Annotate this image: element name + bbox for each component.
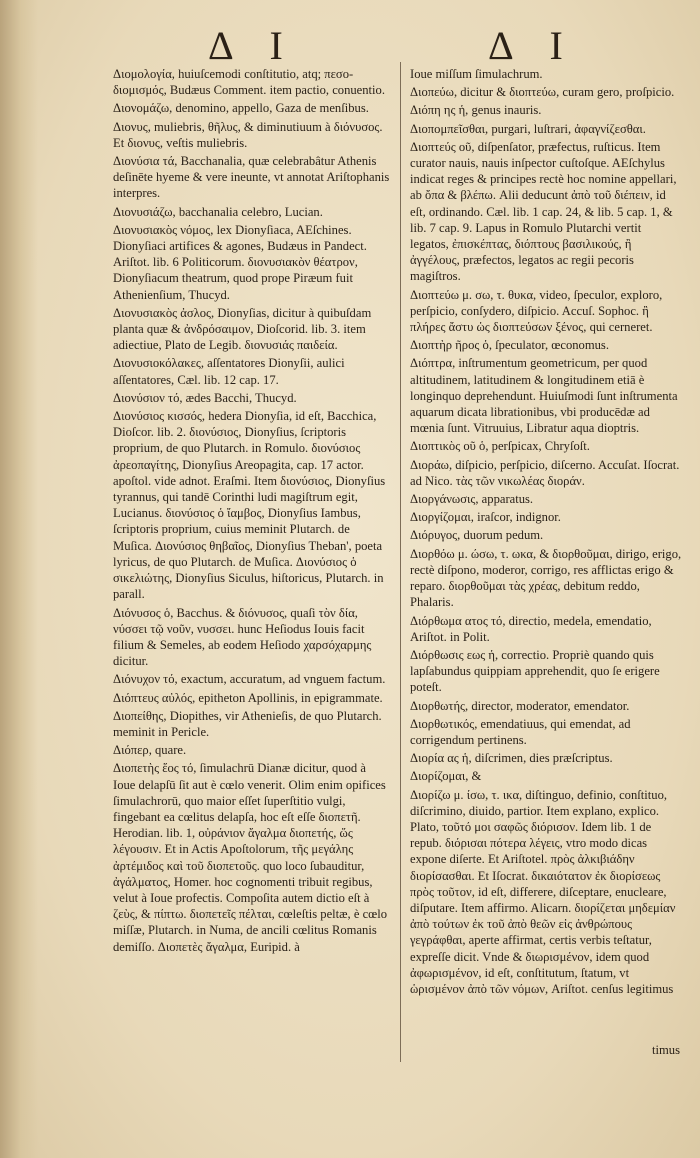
- dictionary-entry: Διόρθωμα ατος τό, directio, medela, emendatio, Ariſtot. in Polit.: [410, 613, 652, 644]
- right-column-running-head: Δ I: [488, 23, 577, 68]
- left-column-running-head: Δ I: [208, 23, 297, 68]
- dictionary-entry: Διοπτὴρ ῆρος ὁ, ſpeculator, œconomus.: [410, 338, 609, 353]
- dictionary-entry: Διοργίζομαι, iraſcor, indignor.: [410, 510, 561, 525]
- dictionary-entry: Διόπτευς αὐλός, epitheton Apollinis, in epigrammate.: [113, 690, 383, 705]
- dictionary-entry: Διοπεύω, dicitur & διοπτεύω, curam gero, proſpicio.: [410, 85, 675, 100]
- dictionary-entry: Διονυσιοκόλακες, aſſentatores Dionyſii, aulici aſſentatores, Cæl. lib. 12 cap. 17.: [113, 356, 345, 387]
- dictionary-entry: Διονύσιος κισσός, hedera Dionyſia, id eſt, Bacchica, Dioſcor. lib. 2. διονύσιος, Dionyſius, ſcriptoris proprium, de quo Plutarch. in Romulo. διονύσιος ἀρεοπαγίτης, Dionyſius Areopagita, cap. 17 actor. apoſtol. vide adnot. Eraſmi. Item διονύσιος, Dionyſius tyrannus, qui tandē Corinthi ludi magiſtrum egit, Lucianus. διονύσιος ὁ ἴαμβος, Dionyſius Iambus, ſcriptoris proprium, cuius meminit Plutarch. de Muſica. Διονύσιος θηβαῖος, Dionyſius Theban', poeta lyricus, de quo Plutarch. de Muſica. Διονύσιος ὁ σικελιώτης, Dionyſius Siculus, hiſtoricus, Plutarch. in parall.: [113, 409, 386, 602]
- dictionary-entry: Διορίζομαι, &: [410, 769, 482, 784]
- catchword: timus: [652, 1043, 680, 1057]
- right-column: [410, 66, 682, 999]
- dictionary-entry: Διορία ας ἡ, diſcrimen, dies præſcriptus.: [410, 751, 613, 766]
- dictionary-entry: Διοπετὴς ἕος τό, ſimulachrū Dianæ dicitur, quod à Ioue delapſū ſit aut è cœlo venerit. Olim enim opifices ſimulachrorū, quo maior eſſet ſuperſtitio vulgi, fingebant ea cœlitus delapſa, hoc eſt eſſe διοπετῆ. Herodian. lib. 1, οὐράνιον ἄγαλμα διοπετής, ὥς λέγουσιν. Et in Actis Apoſtolorum, τῆς μεγάλης ἀρτέμιδος καὶ τοῦ διοπετοῦς. quo loco ſubauditur, ἀγάλματος, Homer. hoc cognomenti tribuit regibus, velut à Ioue profectis. Compoſita autem dictio eſt à ζεὺς, & πίπτω. διοπετεῖς πέλται, cœleſtis peltæ, è cœlo miſſæ, Plutarch. in Numa, de ancili cœlitus Romanis demiſſo. Διοπετὲς ἄγαλμα, Euripid. à: [113, 761, 388, 954]
- dictionary-entry: Διορθόω μ. ώσω, τ. ωκα, & διορθοῦμαι, dirigo, erigo, rectè diſpono, moderor, corrigo, res afflictas erigo & reparo. διορθοῦμαι τὰς χρέας, debitum reddo, Phalaris.: [410, 546, 682, 610]
- dictionary-entry: Διόπη ης ἡ, genus inauris.: [410, 103, 542, 118]
- dictionary-entry: Διονύσιον τό, ædes Bacchi, Thucyd.: [113, 390, 297, 405]
- dictionary-entry: Διομολογία, huiuſcemodi conſtitutio, atq; πεσο-διομισμός, Budæus Comment. item pactio, conuentio.: [113, 67, 386, 98]
- left-column: [113, 66, 391, 957]
- dictionary-entry: Διοπτικὸς οῦ ὁ, perſpicax, Chryſoſt.: [410, 439, 590, 454]
- dictionary-entry: Διόρυγος, duorum pedum.: [410, 528, 544, 543]
- dictionary-entry: Ioue miſſum ſimulachrum.: [410, 67, 543, 81]
- dictionary-entry: Διορθωτικός, emendatiuus, qui emendat, ad corrigendum pertinens.: [410, 716, 631, 747]
- dictionary-entry: Διοπομπεῖσθαι, purgari, luſtrari, ἀφαγνίζεσθαι.: [410, 121, 646, 136]
- dictionary-entry: Διόπτρα, inſtrumentum geometricum, per quod altitudinem, latitudinem & longitudinem etiā è longinquo deprehendunt. Huiuſmodi ſunt inſtrumenta aquarum dicata librationibus, vbi producēdæ ad mœnia ſunt. Vitruuius, Libratur aqua dioptris.: [410, 356, 678, 436]
- dictionary-entry: Διονυσιακὸς νόμος, lex Dionyſiaca, AEſchines. Dionyſiaci artifices & agones, Budæus in Pandect. Ariſtot. lib. 6 Politicorum. διονυσιακὸν θέατρον, Dionyſiacum theatrum, quod prope Piræum fuit Athenienſium, Thucyd.: [113, 222, 367, 302]
- dictionary-entry: Διόνυχον τό, exactum, accuratum, ad vnguem factum.: [113, 672, 386, 687]
- dictionary-entry: Διονύσια τά, Bacchanalia, quæ celebrabâtur Athenis deſinēte hyeme & vere ineunte, vt annotat Ariſtophanis interpres.: [113, 154, 390, 201]
- dictionary-entry: Διονυς, muliebris, θῆλυς, & diminutiuum à διόνυσος. Et διονυς, veſtis muliebris.: [113, 119, 383, 150]
- dictionary-entry: Διόπερ, quare.: [113, 743, 187, 758]
- dictionary-entry: Διόρθωσις εως ἡ, correctio. Propriè quando quis lapſabundus quippiam apprehendit, quo ſe erigere poteſt.: [410, 647, 660, 695]
- dictionary-entry: Διονυσιάζω, bacchanalia celebro, Lucian.: [113, 204, 323, 219]
- dictionary-entry: Διοργάνωσις, apparatus.: [410, 492, 534, 507]
- page-gutter-shadow: [0, 0, 38, 1158]
- dictionary-entry: Διονομάζω, denomino, appello, Gaza de menſibus.: [113, 101, 369, 116]
- dictionary-entry: Διόνυσος ὁ, Bacchus. & διόνυσος, quaſi τὸν δία, νύσσει τῷ νοῦν, νυσσει. hunc Heſiodus Iouis facit filium & Semeles, ab eodem Heſiodo χαρσόχαρμης dicitur.: [113, 605, 372, 669]
- dictionary-entry: Διονυσιακὸς ἀσλος, Dionyſias, dicitur à quibuſdam planta quæ & ἀνδρόσαιμον, Dioſcorid. lib. 3. item adiectiue, Plato de Legib. διονυσιάς παιδεία.: [113, 305, 372, 353]
- column-divider-rule: [400, 62, 401, 1062]
- dictionary-entry: Διορθωτής, director, moderator, emendator.: [410, 698, 630, 713]
- dictionary-entry: Διοράω, diſpicio, perſpicio, diſcerno. Accuſat. Iſocrat. ad Nico. τὰς τῶν νικωλέας διοράν.: [410, 457, 680, 488]
- dictionary-entry: Διορίζω μ. ίσω, τ. ικα, diſtinguo, definio, conſtituo, diſcrimino, diuido, partior. Item explano, explico. Plato, τοῦτό μοι σαφῶς διόρισον. Idem lib. 1 de repub. διόρισαι πότερα λέγεις, vtro modo dicas expone diſerte. Et Ariſtotel. πρὸς ἀλκιβιάδην διορίσασθαι. Et Iſocrat. δικαιότατον ἐκ διορίσεως πρὸς τοῦτον, id eſt, differere, diſceptare, enucleare, diſputare. Item affirmo. Alicarn. διορίζεται μηδεμίαν ἀπὸ τούτων ἐκ τοῦ ἀπὸ θεῶν εἰς ἀνθρώπους γεγράφθαι, aperte affirmat, certis verbis teſtatur, expreſſe dicit. Vnde & διωρισμένον, idem quod ἀφωρισμένον, id eſt, conſtitutum, ſtatum, vt ὡρισμένον ἀπὸ τῶν νόμων, Ariſtot. cenſus legitimus: [410, 787, 676, 996]
- dictionary-entry: Διοπείθης, Diopithes, vir Athenieſis, de quo Plutarch. meminit in Pericle.: [113, 708, 382, 739]
- dictionary-entry: Διοπτεύς οῦ, diſpenſator, præfectus, ruſticus. Item curator nauis, nauis inſpector cuſtoſque. AEſchylus indicat reges & principes rectè hoc nomine appellari, ab ὄπα & βλέπω. Alii deducunt ἀπὸ τοῦ διέπειν, id eſt, ordinando. Cæl. lib. 1 cap. 24, & lib. 5 cap. 1, & lib. 7 cap. 9. Lapus in Romulo Plutarchi vertit legatos, ἐπισκέπτας, διόπτους βασιλικούς, ἢ ἀγγέλους, præfectos, legatos ac regii pecoris magiſtros.: [410, 139, 677, 284]
- dictionary-entry: Διοπτεύω μ. σω, τ. θυκα, video, ſpeculor, exploro, perſpicio, conſydero, diſpicio. Accuſ. Sophoc. ἢ πλήρες ἄστυ ὡς διοπτεύσων ξένος, qui cerneret.: [410, 287, 663, 335]
